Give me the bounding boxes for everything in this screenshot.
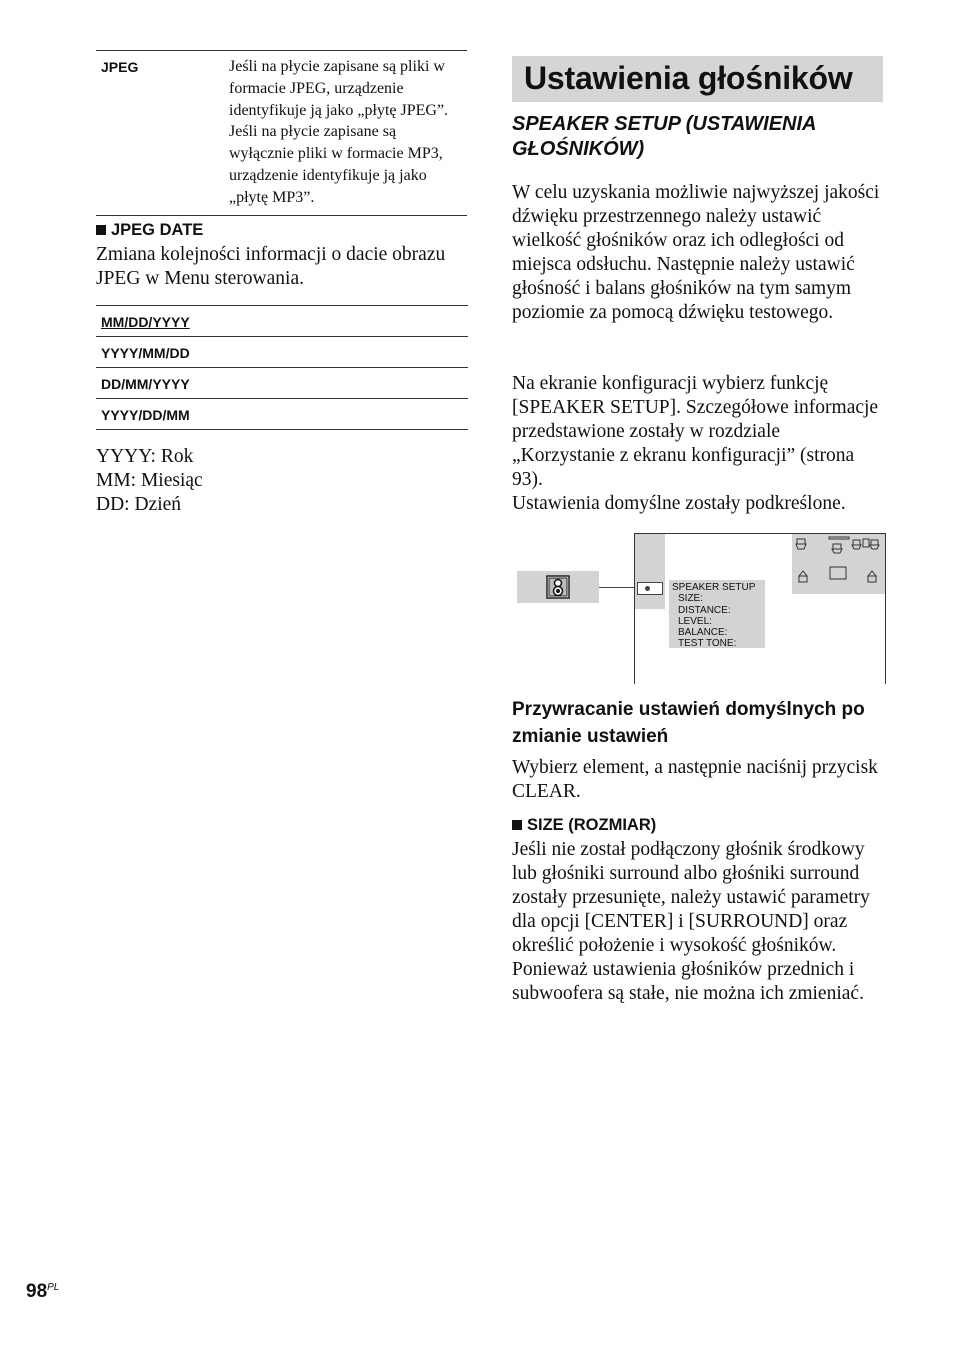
reset-text: Wybierz element, a następnie naciśnij przycisk CLEAR. [512,757,878,802]
date-format-row [96,368,468,399]
jpeg-term: JPEG [101,59,139,75]
section-title: Ustawienia głośników [524,60,853,96]
page-number [26,1281,59,1303]
date-format-row [96,399,468,430]
square-bullet-icon [96,225,106,235]
date-format-option: YYYY/MM/DD [101,345,190,361]
intro-paragraph: W celu uzyskania możliwie najwyższej jakości dźwięku przestrzennego należy ustawić wielkość głośników oraz ich odległości od miejsca odsłuchu. Następnie należy ustawić głośność i balans głośników na tym samym poziomie za pomocą dźwięku testowego. [512,182,880,323]
size-heading [512,816,656,835]
jpeg-date-heading [96,221,203,240]
jpeg-description: Jeśli na płycie zapisane są pliki w formacie JPEG, urządzenie identyfikuje ją jako „płytę JPEG”. Jeśli na płycie zapisane są wyłącznie pliki w formacie MP3, urządzenie identyfikuje ją jako „płytę MP3”. [229,58,449,206]
legend-day: DD: Dzień [96,494,182,515]
section-title-bar [512,56,883,102]
menu-item-balance[interactable]: BALANCE: [678,627,728,639]
speaker-icon [517,571,599,603]
menu-item-size[interactable]: SIZE: [678,593,704,605]
jpeg-date-heading-text: JPEG DATE [111,221,204,239]
size-description: Jeśli nie został podłączony głośnik środkowy lub głośniki surround albo głośniki surround zostały przesunięte, należy ustawić parametry dla opcji [CENTER] i [SURROUND] oraz określić położenie i wysokość głośników. Ponieważ ustawienia głośników przednich i subwoofera są stałe, nie można ich zmieniać. [512,839,870,1004]
page-number-value: 98 [26,1281,48,1302]
speaker-layout-icon [792,534,885,594]
legend-year: YYYY: Rok [96,446,194,467]
date-format-table [96,305,468,430]
date-format-option: YYYY/DD/MM [101,407,190,423]
setup-screen [634,533,886,684]
speaker-setup-menu [669,580,765,648]
defaults-note: Ustawienia domyślne zostały podkreślone. [512,493,846,514]
callout-line [599,587,635,588]
date-format-option: DD/MM/YYYY [101,376,190,392]
date-format-row [96,337,468,368]
reset-heading: Przywracanie ustawień domyślnych po zmianie ustawień [512,699,865,747]
legend-month: MM: Miesiąc [96,470,203,491]
menu-title: SPEAKER SETUP [672,582,756,593]
date-format-option: MM/DD/YYYY [101,314,190,330]
size-heading-text: SIZE (ROZMIAR) [527,816,657,834]
square-bullet-icon [512,820,522,830]
jpeg-info-table [96,50,467,216]
page-language-suffix: PL [47,1282,60,1293]
menu-item-test-tone[interactable]: TEST TONE: [678,638,737,650]
jpeg-date-description: Zmiana kolejności informacji o dacie obrazu JPEG w Menu sterowania. [96,244,446,289]
instructions-paragraph: Na ekranie konfiguracji wybierz funkcję [SPEAKER SETUP]. Szczegółowe informacje przedstawione zostały w rozdziale „Korzystanie z ekranu konfiguracji” (strona 93). [512,373,879,490]
section-subtitle: SPEAKER SETUP (USTAWIENIA GŁOŚNIKÓW) [512,113,816,160]
screen-side-strip [635,534,665,609]
date-format-row [96,306,468,337]
menu-item-level[interactable]: LEVEL: [678,615,712,627]
speaker-layout-diagram [792,534,885,594]
selected-menu-icon[interactable] [637,582,663,595]
speaker-setup-icon-box [517,571,599,603]
date-legend [96,445,203,517]
menu-item-distance[interactable]: DISTANCE: [678,604,731,616]
